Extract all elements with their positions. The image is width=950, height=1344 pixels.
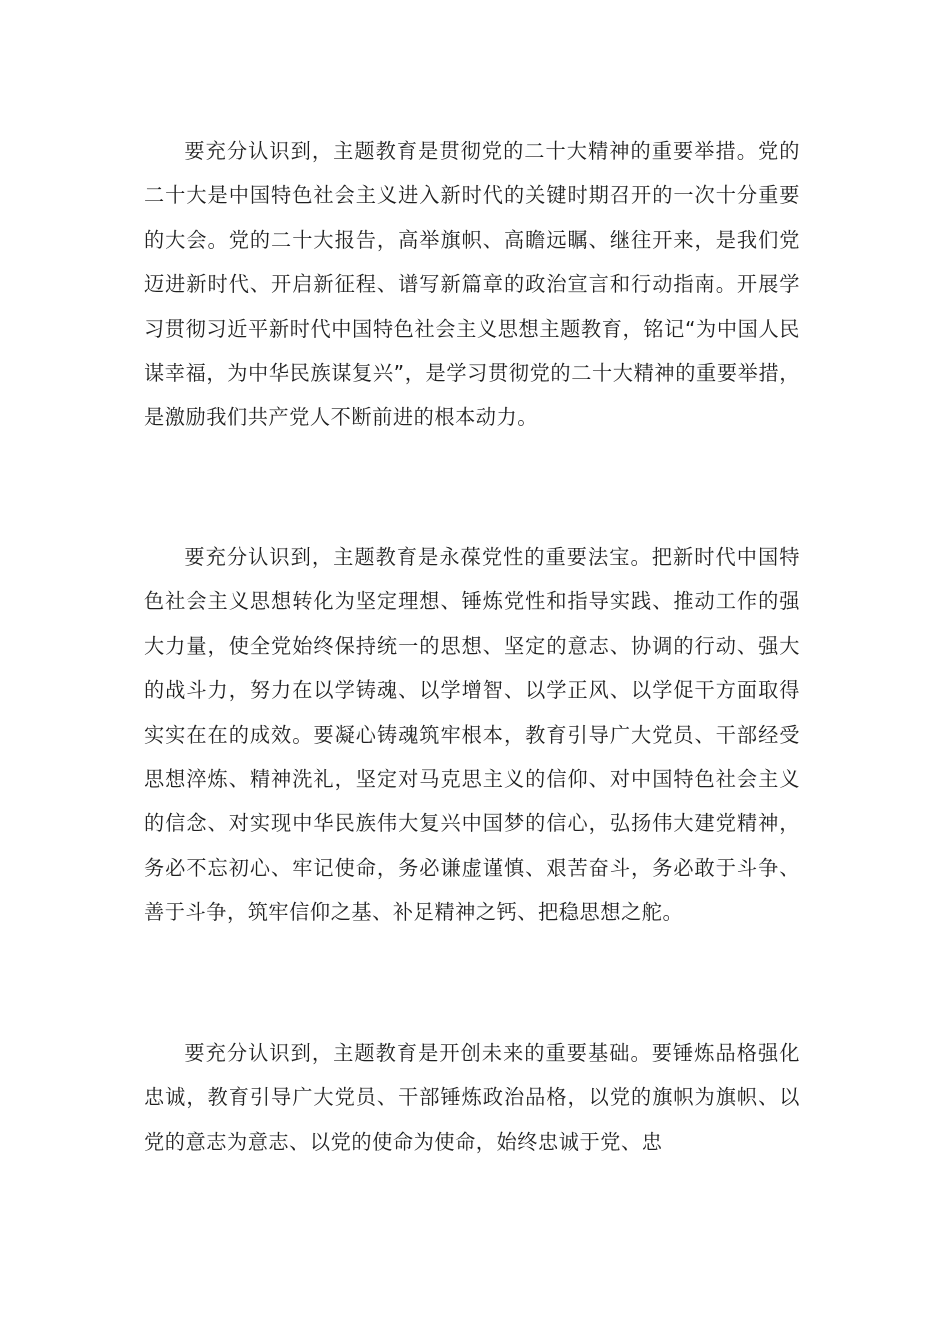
- paragraph-1-text: 要充分认识到，主题教育是贯彻党的二十大精神的重要举措。党的二十大是中国特色社会主义进入新时代的关键时期召开的一次十分重要的大会。党的二十大报告，高举旗帜、高瞻远瞩、继往开来，是我们党迈进新时代、开启新征程、谱写新篇章的政治宣言和行动指南。开展学习贯彻习近平新时代中国特色社会主义思想主题教育，铭记“为中国人民谋幸福，为中华民族谋复兴”，是学习贯彻党的二十大精神的重要举措，是激励我们共产党人不断前进的根本动力。: [144, 139, 800, 430]
- paragraph-3-text: 要充分认识到，主题教育是开创未来的重要基础。要锤炼品格强化忠诚，教育引导广大党员、干部锤炼政治品格，以党的旗帜为旗帜、以党的意志为意志、以党的使命为使命，始终忠诚于党、忠: [144, 1041, 800, 1154]
- paragraph-1: [144, 129, 800, 440]
- paragraph-2-text: 要充分认识到，主题教育是永葆党性的重要法宝。把新时代中国特色社会主义思想转化为坚定理想、锤炼党性和指导实践、推动工作的强大力量，使全党始终保持统一的思想、坚定的意志、协调的行动、强大的战斗力，努力在以学铸魂、以学增智、以学正风、以学促干方面取得实实在在的成效。要凝心铸魂筑牢根本，教育引导广大党员、干部经受思想淬炼、精神洗礼，坚定对马克思主义的信仰、对中国特色社会主义的信念、对实现中华民族伟大复兴中国梦的信心，弘扬伟大建党精神，务必不忘初心、牢记使命，务必谦虚谨慎、艰苦奋斗，务必敢于斗争、善于斗争，筑牢信仰之基、补足精神之钙、把稳思想之舵。: [144, 545, 800, 925]
- paragraph-3: [144, 1031, 800, 1164]
- paragraph-2: [144, 535, 800, 935]
